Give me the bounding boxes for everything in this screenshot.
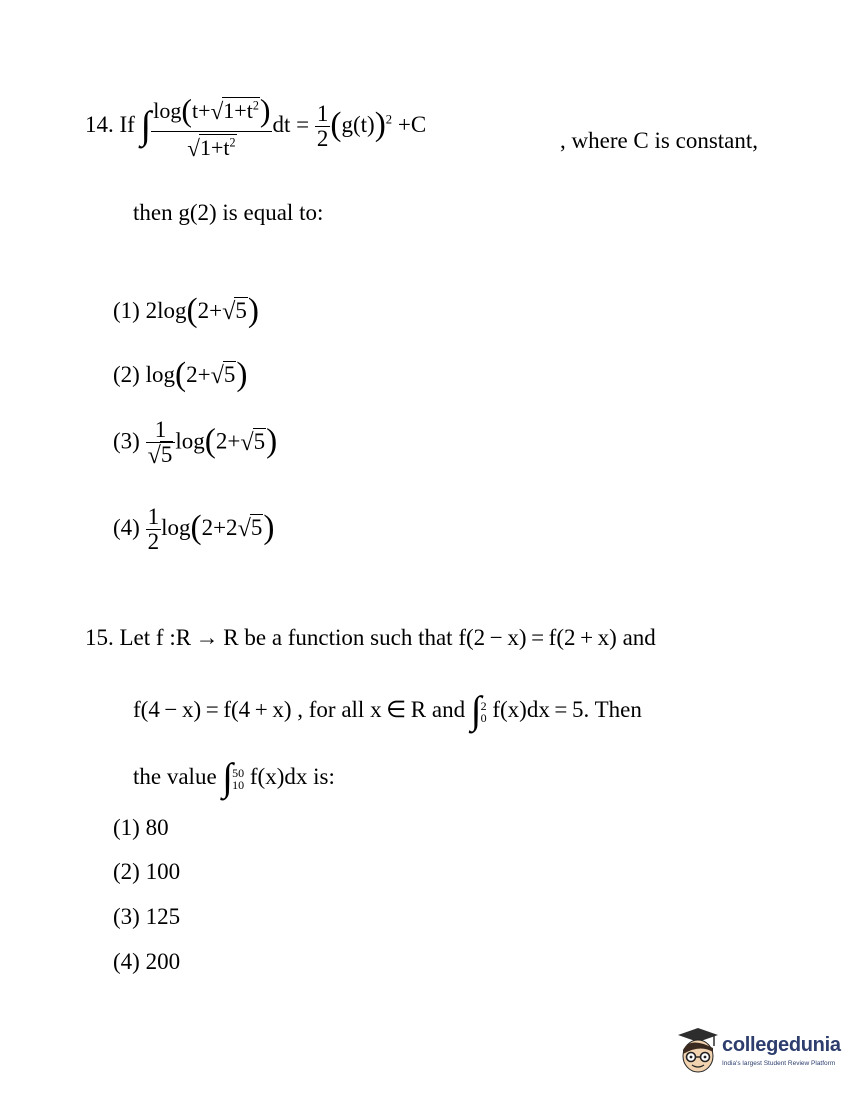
sqrt: √5: [240, 428, 266, 456]
paren: ): [263, 508, 275, 546]
paren: ): [259, 93, 271, 128]
option-coef: 2log: [145, 298, 187, 323]
q15-set: x ∈ R: [370, 697, 427, 722]
q15-text: , for all: [297, 697, 365, 722]
student-mascot-icon: [676, 1022, 720, 1080]
q14-integrand-denominator: $√1+t^2$: [187, 134, 236, 161]
q15-eq2: f(4 − x) = f(4 + x): [133, 697, 292, 722]
q15-option-2: (2) 100: [113, 859, 181, 884]
option-inner: 2+: [215, 428, 241, 454]
q14-option-2: [113, 356, 247, 394]
half-den: 2: [316, 126, 329, 152]
option-label: (3): [113, 428, 140, 454]
option-fraction: [146, 505, 162, 554]
sqrt: √5: [222, 298, 247, 325]
radicand: 5: [250, 514, 263, 540]
lower-limit: 10: [232, 777, 245, 792]
radicand: 5: [235, 298, 247, 323]
paren: (: [190, 508, 202, 546]
exponent: 2: [252, 98, 259, 113]
option-inner: 2+: [197, 298, 223, 323]
q15-text: and: [431, 697, 466, 722]
option-inner: 2+: [186, 362, 211, 387]
upper-limit: 50: [232, 765, 245, 780]
dt-equals: dt =: [272, 112, 310, 138]
radicand: 5: [253, 428, 266, 454]
frac-num: 1: [146, 418, 176, 443]
frac-num: 1: [147, 504, 160, 529]
exponent: 2: [385, 112, 393, 127]
exponent: 2: [229, 135, 236, 150]
option-label: (4): [113, 514, 140, 540]
half-num: 1: [316, 101, 329, 127]
g-of-t: g(t): [341, 112, 375, 138]
plus-c: +C: [397, 112, 427, 138]
paren: (: [330, 106, 342, 144]
radicand: 5: [223, 362, 236, 387]
option-fraction: $\frac{1}{√5}$: [146, 418, 176, 469]
q14-integrand-numerator: [151, 94, 272, 132]
q15-statement-line1: [85, 625, 656, 651]
logo-wordmark: collegedunia: [722, 1034, 841, 1056]
option-label: (2): [113, 362, 140, 387]
q14-option-1: [113, 292, 259, 330]
integral-limits: [481, 700, 487, 724]
frac-den-radicand: 5: [160, 442, 173, 468]
integral-sign: ∫: [470, 689, 482, 732]
var-t: t: [192, 98, 199, 123]
q14-option-3: [113, 418, 277, 469]
q15-text: Then: [594, 697, 642, 722]
option-coef: log: [145, 362, 175, 387]
q15-option-1: (1) 80: [113, 815, 169, 840]
lower-limit: 0: [480, 710, 487, 725]
sqrt: √5: [237, 514, 263, 542]
paren: (: [186, 292, 198, 329]
half-fraction: [315, 102, 331, 151]
plus-sign: +: [198, 98, 211, 123]
q15-eq1: f(2 − x) = f(2 + x): [458, 625, 617, 650]
q15-text: is:: [313, 764, 335, 789]
paren: (: [204, 422, 216, 460]
option-coef: log: [175, 428, 205, 454]
paren: ): [236, 356, 248, 393]
q15-statement-line2: [133, 688, 642, 733]
frac-den: 2: [147, 529, 160, 555]
q15-option-3: (3) 125: [113, 904, 181, 929]
collegedunia-logo[interactable]: [676, 1022, 846, 1082]
radicand: 1+t: [199, 134, 230, 160]
integral-body: f(x)dx: [249, 764, 308, 789]
q14-tail: , where C is constant,: [560, 128, 759, 153]
logo-tagline: India's largest Student Review Platform: [722, 1060, 836, 1067]
integral-sign: ∫: [222, 756, 234, 799]
q14-integrand: [151, 94, 272, 160]
q15-option-4: (4) 200: [113, 949, 181, 974]
paren: ): [374, 106, 386, 144]
sqrt-1-plus-t2: $√1+t^2$: [210, 98, 259, 124]
option-label: (1): [113, 298, 140, 323]
q15-text: the value: [133, 764, 217, 789]
integral-body: f(x)dx = 5.: [492, 697, 590, 722]
paren: (: [174, 356, 187, 393]
sqrt: √5: [210, 362, 236, 389]
upper-limit: 2: [480, 698, 487, 713]
q14-question: then g(2) is equal to:: [133, 200, 324, 225]
radicand: 1+t: [223, 98, 253, 123]
q15-text: be a function such that: [244, 625, 453, 650]
option-inner: 2+2: [201, 514, 238, 540]
integral-limits: [232, 767, 244, 791]
paren: (: [181, 93, 193, 128]
q14-number: 14. If: [85, 112, 135, 138]
integral-sign: ∫: [140, 104, 152, 148]
paren: ): [247, 292, 259, 329]
q15-map: f :R → R: [155, 625, 239, 650]
q15-number: 15. Let: [85, 625, 151, 650]
q15-question: [133, 755, 335, 800]
paren: ): [266, 422, 278, 460]
q14-statement: [85, 94, 426, 160]
log-fn: log: [153, 98, 182, 123]
q14-option-4: [113, 505, 274, 554]
q15-text: and: [622, 625, 656, 650]
option-coef: log: [161, 514, 191, 540]
